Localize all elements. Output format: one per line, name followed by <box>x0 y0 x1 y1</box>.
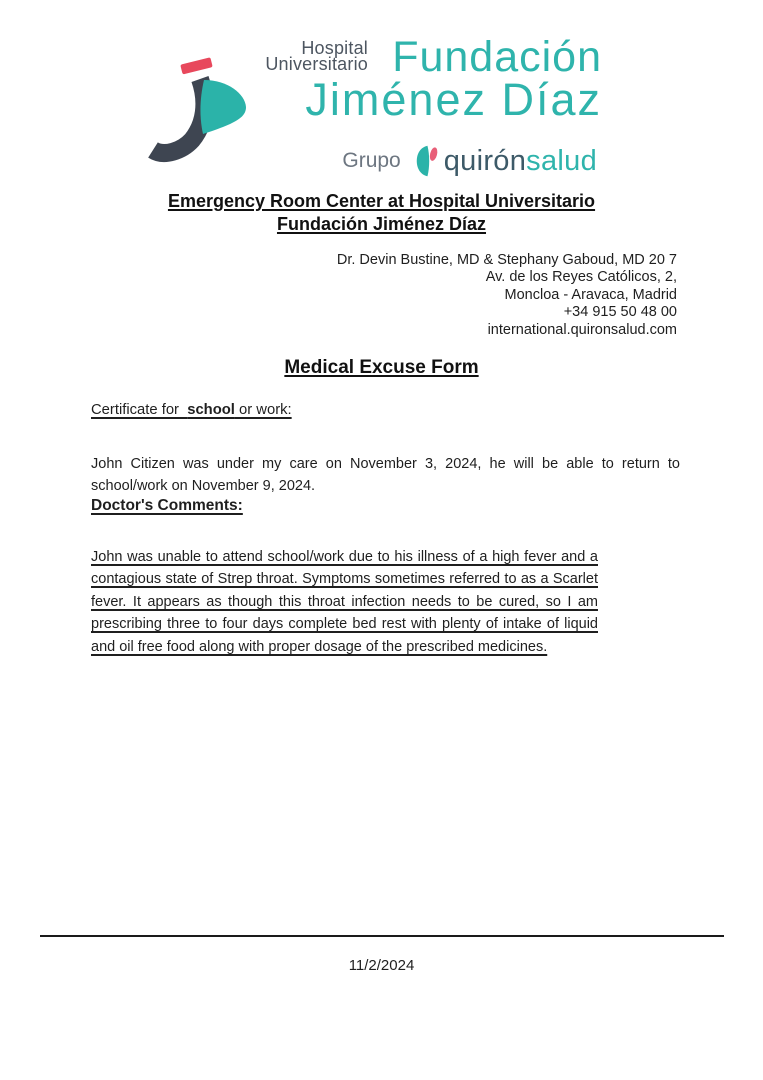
certificate-suffix: or work: <box>234 402 292 418</box>
brand-jimenez-diaz: Jiménez Díaz <box>305 74 602 125</box>
care-statement-paragraph: John Citizen was under my care on November 3, 2024, he will be able to return to school/work on November 9, 2024. <box>91 456 680 494</box>
footer-date: 11/2/2024 <box>348 957 415 974</box>
quironsalud-leaf-icon <box>416 144 442 178</box>
contact-street: Av. de los Reyes Católicos, 2, <box>485 269 677 286</box>
hospital-word: Hospital <box>301 38 368 58</box>
contact-phone: +34 915 50 48 00 <box>563 304 677 321</box>
certificate-prefix: Certificate for <box>91 402 188 418</box>
contact-doctors: Dr. Devin Bustine, MD & Stephany Gaboud, MD 20 7 <box>336 252 677 268</box>
doctors-comments-label: Doctor's Comments: <box>91 497 243 514</box>
letterhead-title <box>0 190 763 235</box>
contact-website: international.quironsalud.com <box>487 321 677 338</box>
letterhead-title-line2: Fundación Jiménez Díaz <box>276 213 487 234</box>
universitario-word: Universitario <box>265 54 368 74</box>
quiron-word: quirón <box>443 144 527 177</box>
form-title <box>0 357 763 379</box>
brand-fundacion: Fundación <box>392 33 602 81</box>
form-title-text: Medical Excuse Form <box>284 357 479 378</box>
contact-city: Moncloa - Aravaca, Madrid <box>504 286 677 303</box>
grupo-label: Grupo <box>342 149 401 172</box>
doctors-comments-paragraph: John was unable to attend school/work due to his illness of a high fever and a contagious state of Strep throat. Symptoms sometimes referred to as a Scarlet fever. It appears as though this throat infection needs to be cured, so I am prescribing three to four days complete bed rest with plenty of intake of liquid and oil free food along with proper dosage of the prescribed medicines. <box>91 549 598 655</box>
grupo-quironsalud-row <box>342 144 597 178</box>
footer-divider-line <box>40 935 724 937</box>
quironsalud-wordmark <box>444 145 597 178</box>
certificate-school-emphasis: school <box>187 402 235 418</box>
contact-block <box>337 252 677 339</box>
salud-word: salud <box>526 144 597 177</box>
hospital-universitario-label <box>236 40 368 72</box>
certificate-for-line <box>91 402 292 418</box>
letterhead-title-line1: Emergency Room Center at Hospital Universitario <box>167 191 596 211</box>
